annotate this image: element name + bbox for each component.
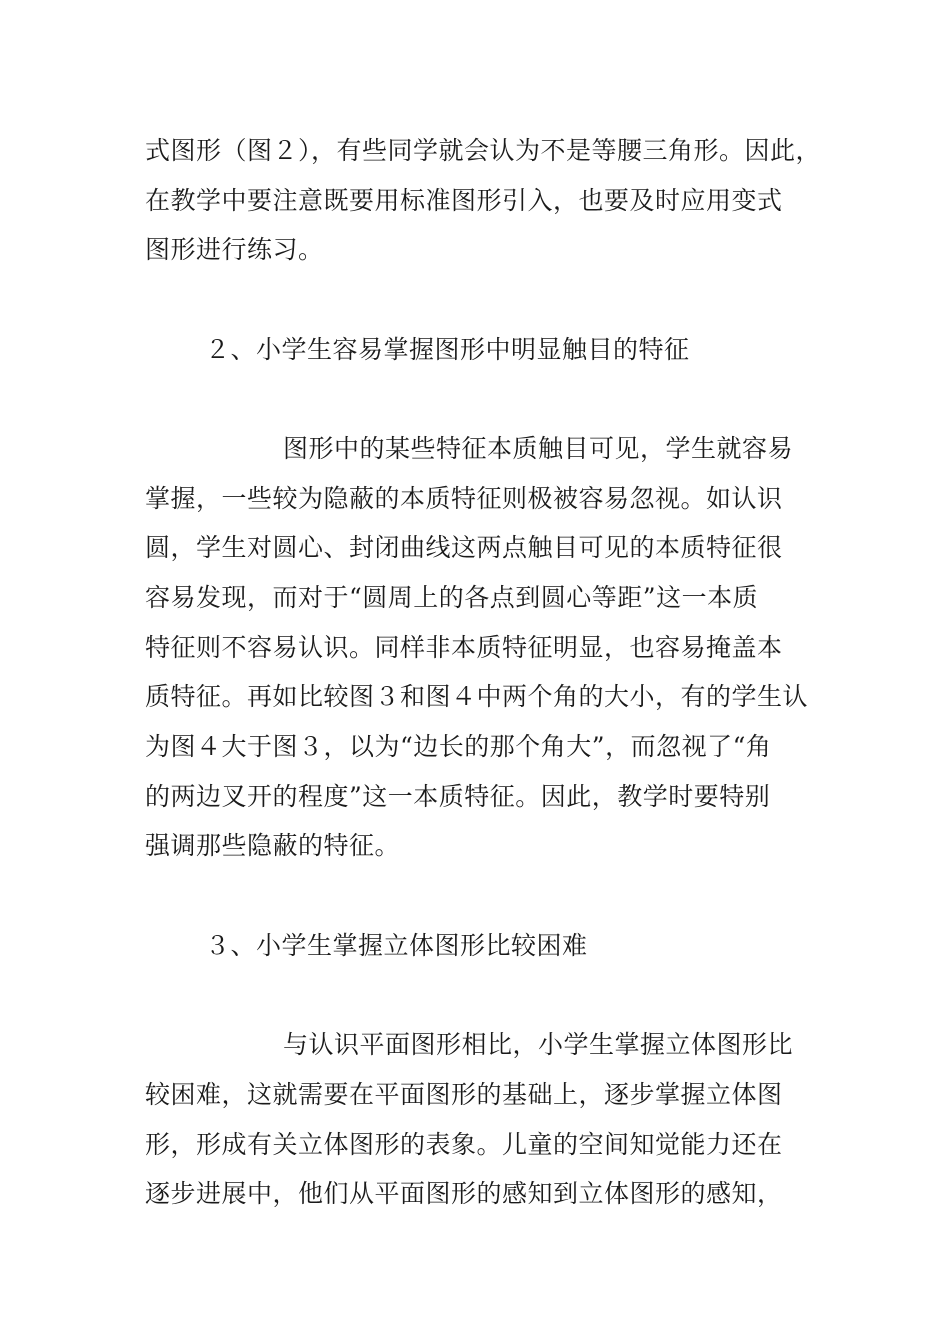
paragraph-line: 质特征。再如比较图３和图４中两个角的大小，有的学生认	[145, 682, 809, 711]
paragraph-line: 式图形（图２），有些同学就会认为不是等腰三角形。因此，	[145, 136, 822, 165]
paragraph-line: 特征则不容易认识。同样非本质特征明显，也容易掩盖本	[145, 633, 783, 662]
paragraph-line: 圆，学生对圆心、封闭曲线这两点触目可见的本质特征很	[145, 533, 783, 562]
paragraph-line: 形，形成有关立体图形的表象。儿童的空间知觉能力还在	[145, 1130, 783, 1159]
paragraph-line: 图形中的某些特征本质触目可见，学生就容易	[283, 434, 794, 463]
section-heading-2: ２、小学生容易掌握图形中明显触目的特征	[205, 335, 690, 364]
paragraph-line: 逐步进展中，他们从平面图形的感知到立体图形的感知，	[145, 1179, 783, 1208]
paragraph-line: 为图４大于图３，以为“边长的那个角大”，而忽视了“角	[145, 732, 772, 761]
paragraph-line: 图形进行练习。	[145, 235, 324, 264]
paragraph-line: 较困难，这就需要在平面图形的基础上，逐步掌握立体图	[145, 1080, 783, 1109]
paragraph-line: 与认识平面图形相比，小学生掌握立体图形比	[283, 1030, 794, 1059]
paragraph-line: 容易发现，而对于“圆周上的各点到圆心等距”这一本质	[145, 583, 759, 612]
paragraph-line: 的两边叉开的程度”这一本质特征。因此，教学时要特别	[145, 782, 771, 811]
paragraph-line: 掌握，一些较为隐蔽的本质特征则极被容易忽视。如认识	[145, 484, 783, 513]
paragraph-line: 强调那些隐蔽的特征。	[145, 831, 401, 860]
section-heading-3: ３、小学生掌握立体图形比较困难	[205, 931, 588, 960]
paragraph-line: 在教学中要注意既要用标准图形引入，也要及时应用变式	[145, 186, 783, 215]
